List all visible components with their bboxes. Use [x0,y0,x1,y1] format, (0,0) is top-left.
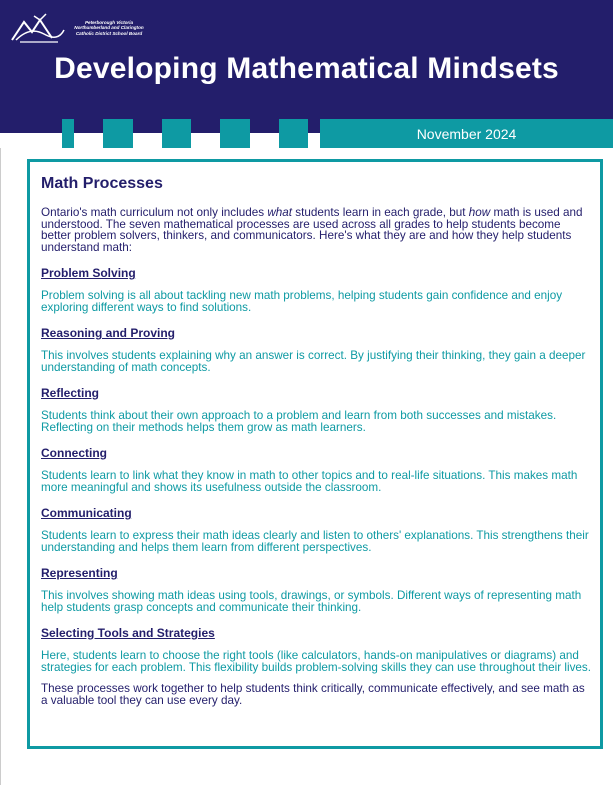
decorative-block [220,119,250,148]
closing-paragraph: These processes work together to help students think critically, communicate effectively, and see math as a valuable tool they can use every day. [41,682,585,707]
logo-line-1: Peterborough Victoria [84,20,134,25]
process-description: Students learn to express their math ideas clearly and listen to others' explanations. This strengthens their understanding and helps them learn from different perspectives. [41,529,589,554]
decorative-block [103,119,133,148]
process-heading-representing: Representing [41,566,118,580]
process-description: Here, students learn to choose the right tools (like calculators, hands-on manipulatives or diagrams) and strategies for each problem. This flexibility builds problem-solving skills they can use throughout their lives. [41,649,592,674]
header-banner [0,0,613,133]
logo-line-3: Catholic District School Board [75,30,143,36]
logo-line-2: Northumberland and Clarington [74,25,144,31]
intro-emphasis-what: what [267,206,293,219]
process-description: Students think about their own approach to a problem and learn from both successes and mistakes. Reflecting on their methods helps them grow as math learners. [41,409,557,434]
intro-text: Ontario's math curriculum not only includes [41,206,268,219]
logo-text [64,20,154,36]
intro-text: students learn in each grade, but [292,206,469,219]
process-heading-reasoning-and-proving: Reasoning and Proving [41,326,176,340]
process-heading-problem-solving: Problem Solving [41,266,136,280]
date-bar [320,119,613,148]
school-board-logo [10,12,144,44]
decorative-block [162,119,191,148]
process-description: This involves showing math ideas using tools, drawings, or symbols. Different ways of representing math help students grasp concepts and communicate their thinking. [41,589,582,614]
process-description: This involves students explaining why an answer is correct. By justifying their thinking, they gain a deeper understanding of math concepts. [41,349,586,374]
decorative-block [62,119,74,148]
page-edge [0,148,1,785]
process-heading-communicating: Communicating [41,506,132,520]
process-description: Students learn to link what they know in math to other topics and to real-life situations. This makes math more meaningful and shows its usefulness outside the classroom. [41,469,578,494]
process-description: Problem solving is all about tackling new math problems, helping students gain confidence and enjoy exploring different ways to find solutions. [41,289,563,314]
newsletter-date: November 2024 [416,125,517,142]
process-heading-reflecting: Reflecting [41,386,100,400]
intro-text: math is used and understood. The seven mathematical processes are used across all grades to help students become better problem solvers, thinkers, and communicators. Here's what they are and how they help students understand math: [41,206,583,254]
school-board-logo-icon [10,12,66,44]
process-heading-selecting-tools: Selecting Tools and Strategies [41,626,215,640]
intro-emphasis-how: how [468,206,491,219]
content-section [41,175,591,706]
intro-paragraph [41,207,591,253]
page-title: Developing Mathematical Mindsets [54,52,559,85]
section-heading: Math Processes [41,175,163,192]
decorative-block [279,119,308,148]
process-heading-connecting: Connecting [41,446,107,460]
